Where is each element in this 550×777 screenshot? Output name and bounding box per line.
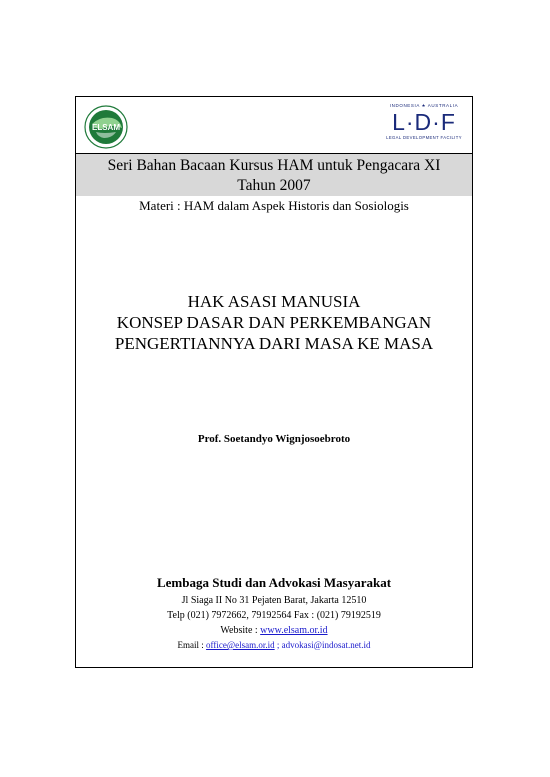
author-name: Prof. Soetandyo Wignjosoebroto [197, 433, 351, 445]
series-year: Tahun 2007 [237, 177, 311, 194]
phone-line: Telp (021) 7972662, 79192564 Fax : (021) 79192519 [167, 610, 381, 621]
ldf-logo-top-text: INDONESIA ★ AUSTRALIA [389, 103, 459, 108]
ldf-logo [380, 103, 468, 143]
website-line [76, 623, 472, 638]
email-advokasi: advokasi@indosat.net.id [281, 640, 371, 650]
organization-name: Lembaga Studi dan Advokasi Masyarakat [156, 575, 392, 590]
website-label: Website : [220, 625, 261, 636]
document-title [76, 291, 472, 354]
title-line-3: PENGERTIANNYA DARI MASA KE MASA [114, 334, 434, 353]
email-label: Email : [177, 640, 207, 650]
series-title: Seri Bahan Bacaan Kursus HAM untuk Pengacara XI [107, 157, 441, 174]
address-line: Jl Siaga II No 31 Pejaten Barat, Jakarta 12510 [181, 595, 367, 606]
elsam-logo [82, 104, 130, 150]
email-separator: ; [274, 640, 282, 650]
materi-subtitle: Materi : HAM dalam Aspek Historis dan Sosiologis [139, 198, 409, 213]
contact-block [76, 593, 472, 653]
email-line [76, 638, 472, 653]
website-link[interactable]: www.elsam.or.id [260, 625, 328, 636]
title-line-1: HAK ASASI MANUSIA [187, 292, 361, 311]
title-line-2: KONSEP DASAR DAN PERKEMBANGAN [116, 313, 432, 332]
ldf-logo-mark: L·D·F [392, 109, 456, 135]
elsam-logo-text: ELSAM [92, 123, 120, 132]
series-banner [76, 153, 472, 196]
ldf-logo-bottom-text: LEGAL DEVELOPMENT FACILITY [386, 135, 462, 140]
cover-frame [75, 96, 473, 668]
email-link-office[interactable]: office@elsam.or.id [206, 640, 275, 650]
